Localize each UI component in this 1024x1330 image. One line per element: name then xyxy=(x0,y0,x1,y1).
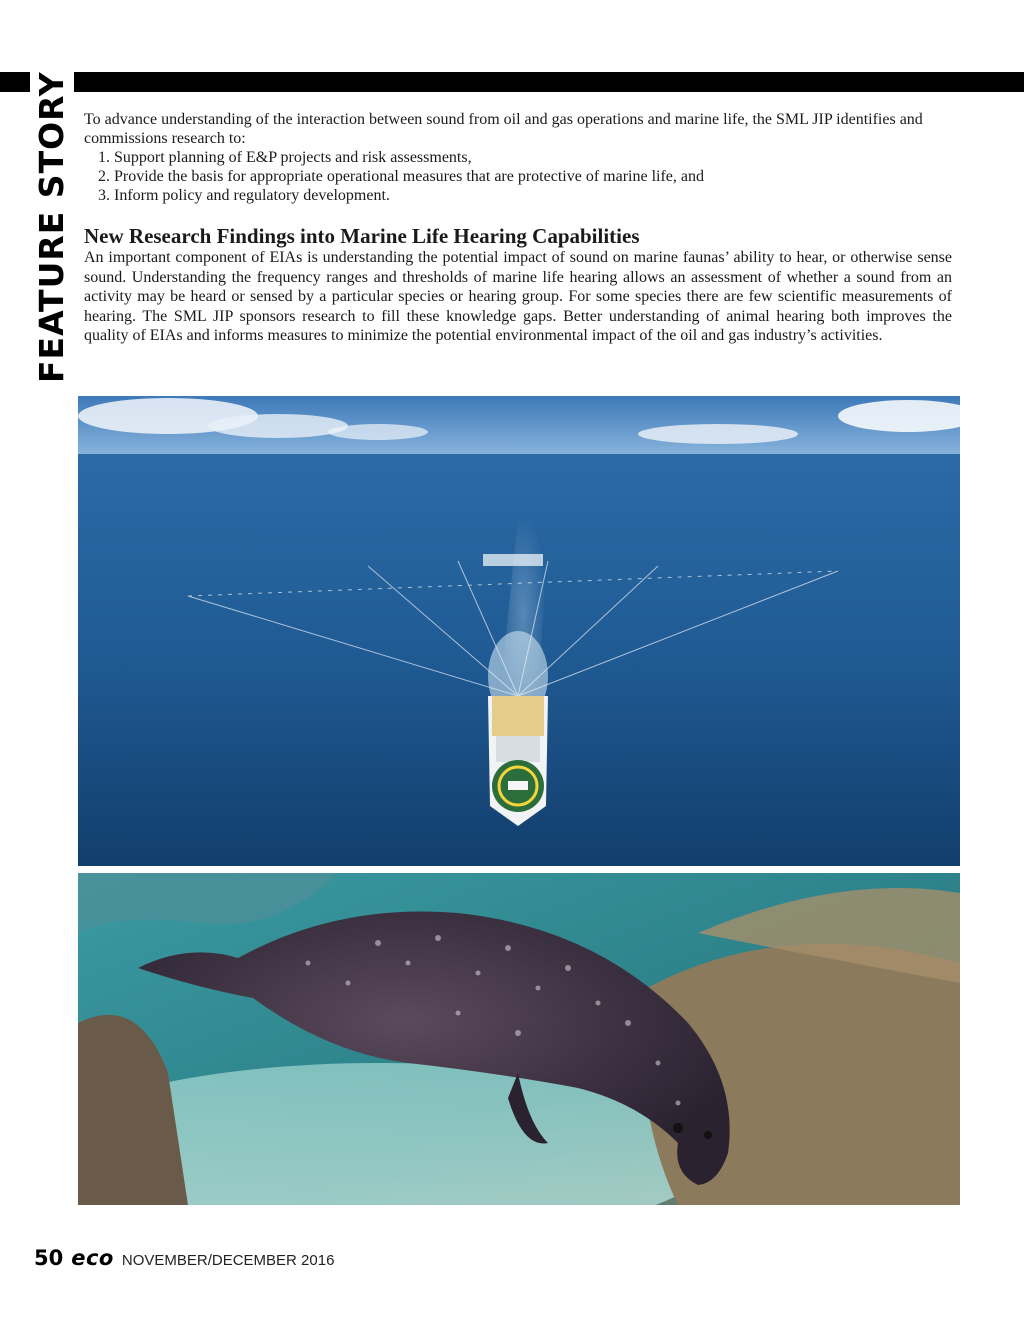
intro-paragraph: To advance understanding of the interaction between sound from oil and gas operations and marine life, the SML JIP identifies and commissions research to: xyxy=(84,111,923,147)
seismic-vessel-image xyxy=(78,396,960,866)
vessel-shape xyxy=(488,696,548,826)
objectives-list xyxy=(84,148,952,205)
magazine-name: eco xyxy=(71,1246,114,1270)
list-item: 2. Provide the basis for appropriate operational measures that are protective of marine life, and xyxy=(98,168,704,185)
seal-photo xyxy=(78,873,960,1205)
header-bar xyxy=(0,72,1024,92)
page-footer xyxy=(34,1246,334,1270)
list-item: 3. Inform policy and regulatory development. xyxy=(98,187,390,204)
seal-image xyxy=(78,873,960,1205)
body-paragraph: An important component of EIAs is understanding the potential impact of sound on marine faunas’ ability to hear, or otherwise sense sound. Understanding the frequency ranges and thresholds of marine life hearing allows an assessment of whether a sound from an activity may be heard or sensed by a particular species or hearing group. For some species there are few scientific measurements of hearing. The SML JIP sponsors research to fill these knowledge gaps. Better understanding of animal hearing both improves the quality of EIAs and informs measures to minimize the potential environmental impact of the oil and gas industry’s activities. xyxy=(84,249,952,345)
page-number: 50 xyxy=(34,1246,64,1270)
issue-date: NOVEMBER/DECEMBER 2016 xyxy=(121,1252,335,1269)
article-body xyxy=(84,110,952,346)
list-item: 1. Support planning of E&P projects and risk assessments, xyxy=(98,149,472,166)
seismic-vessel-photo xyxy=(78,396,960,866)
section-label: FEATURE STORY xyxy=(30,23,74,385)
section-heading: New Research Findings into Marine Life Hearing Capabilities xyxy=(84,224,640,248)
